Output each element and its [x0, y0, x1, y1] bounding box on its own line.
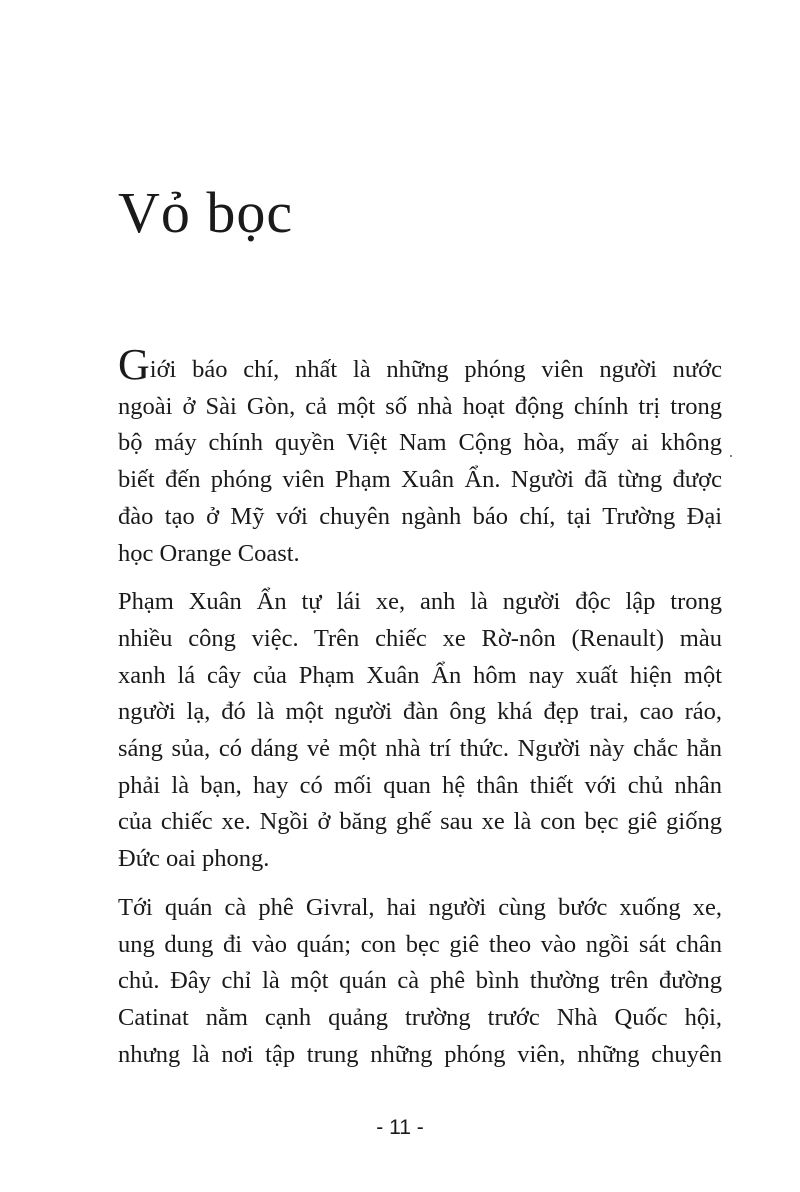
drop-cap: G	[118, 340, 150, 389]
page-number: - 11 -	[376, 1116, 424, 1139]
text-line: biết đến phóng viên Phạm Xuân Ẩn. Người đã từng được	[118, 466, 722, 494]
text-line: người lạ, đó là một người đàn ông khá đẹp trai, cao ráo,	[118, 698, 722, 726]
text-line: của chiếc xe. Ngồi ở băng ghế sau xe là con bẹc giê giống	[118, 808, 722, 836]
text-line: nhưng là nơi tập trung những phóng viên, những chuyên	[118, 1040, 722, 1068]
text-line: Tới quán cà phê Givral, hai người cùng bước xuống xe,	[118, 893, 722, 921]
text-line: sáng sủa, có dáng vẻ một nhà trí thức. Người này chắc hẳn	[118, 735, 722, 763]
text-line: ung dung đi vào quán; con bẹc giê theo vào ngồi sát chân	[118, 930, 722, 958]
text-line: học Orange Coast.	[118, 539, 300, 567]
paragraph-2	[118, 584, 722, 878]
text-line: bộ máy chính quyền Việt Nam Cộng hòa, mấy ai không	[118, 429, 722, 457]
text-line: ngoài ở Sài Gòn, cả một số nhà hoạt động chính trị trong	[118, 392, 722, 420]
text-line: đào tạo ở Mỹ với chuyên ngành báo chí, tại Trường Đại	[118, 502, 722, 530]
paragraph-1	[118, 340, 722, 572]
scan-speck	[730, 455, 732, 457]
body-text	[118, 340, 722, 1073]
text-line: Catinat nằm cạnh quảng trường trước Nhà Quốc hội,	[118, 1003, 722, 1031]
text-line: Phạm Xuân Ẩn tự lái xe, anh là người độc lập trong	[118, 588, 722, 616]
text-line: Giới báo chí, nhất là những phóng viên người nước	[118, 340, 722, 389]
text-line: nhiều công việc. Trên chiếc xe Rờ-nôn (Renault) màu	[118, 624, 722, 652]
text-line: xanh lá cây của Phạm Xuân Ẩn hôm nay xuất hiện một	[118, 661, 722, 689]
text-line: chủ. Đây chỉ là một quán cà phê bình thường trên đường	[118, 967, 722, 995]
text-line: phải là bạn, hay có mối quan hệ thân thiết với chủ nhân	[118, 771, 722, 799]
paragraph-3	[118, 890, 722, 1074]
text-line: Đức oai phong.	[118, 845, 270, 873]
chapter-title: Vỏ bọc	[118, 180, 294, 245]
